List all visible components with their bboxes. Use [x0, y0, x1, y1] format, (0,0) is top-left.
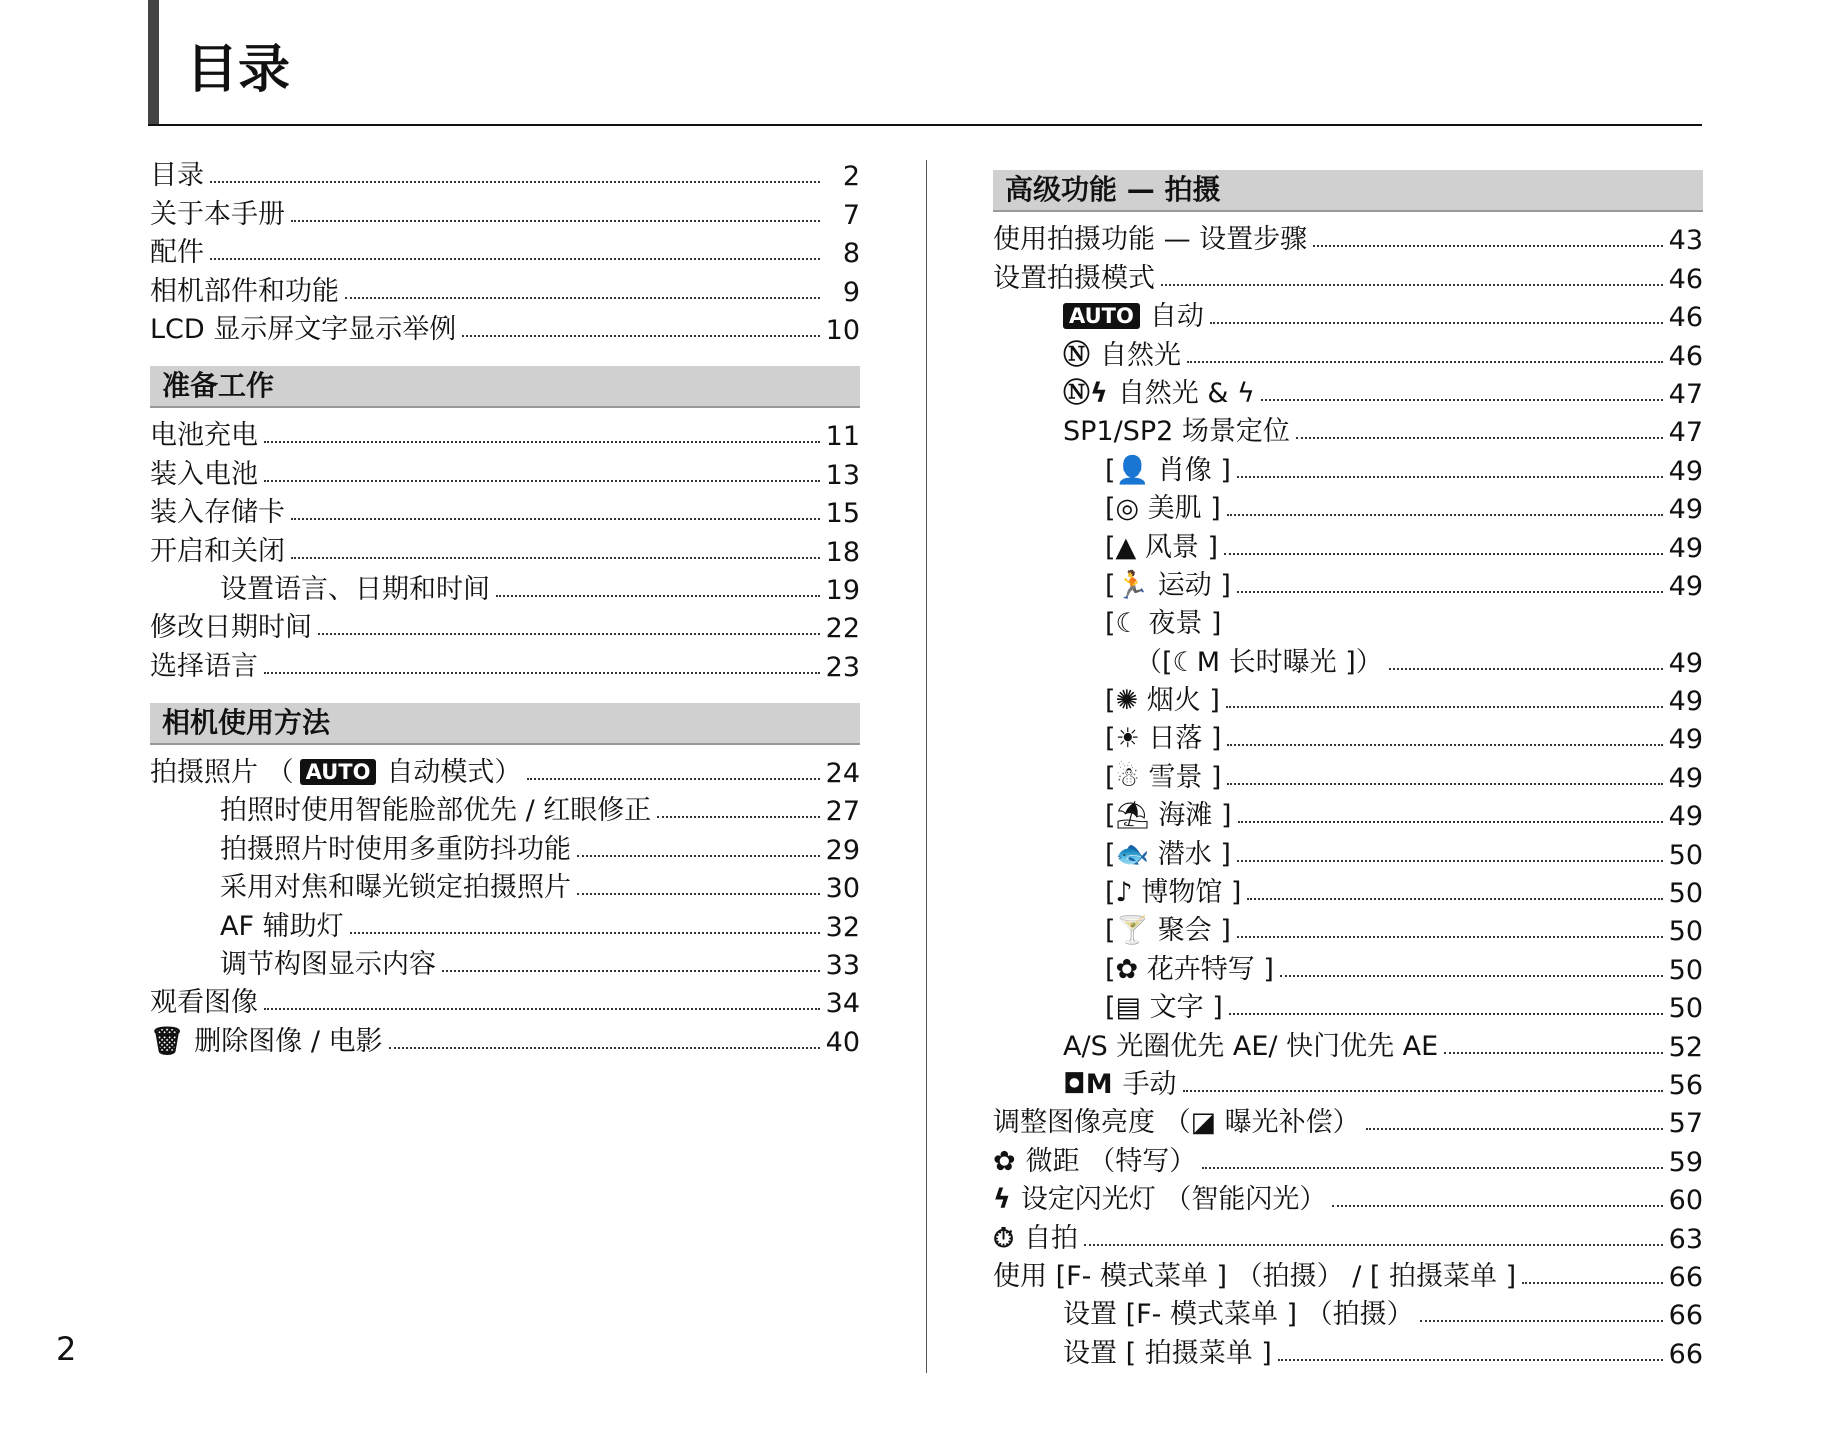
leader-dots	[1227, 744, 1662, 746]
toc-entry-text: [🍸 聚会 ]	[1105, 915, 1231, 947]
leader-dots	[264, 441, 820, 443]
toc-entry[interactable]	[993, 1024, 1703, 1062]
toc-entry-text: 使用 [F- 模式菜单 ] （拍摄） / [ 拍摄菜单 ]	[993, 1260, 1517, 1292]
toc-page-number: 49	[1668, 494, 1703, 526]
toc-entry[interactable]	[993, 986, 1703, 1024]
toc-entry[interactable]	[993, 640, 1703, 678]
toc-entry[interactable]	[993, 1178, 1703, 1216]
leader-dots	[1278, 1359, 1663, 1361]
toc-entry[interactable]	[150, 452, 860, 490]
leader-dots	[1084, 1244, 1663, 1246]
leader-dots	[1227, 783, 1662, 785]
toc-page-number: 60	[1668, 1185, 1703, 1217]
left-column	[150, 154, 860, 1058]
leader-dots	[291, 557, 820, 559]
toc-page-number: 49	[1668, 801, 1703, 833]
toc-entry-text: 使用拍摄功能 — 设置步骤	[993, 224, 1308, 256]
toc-entry-text: 装入电池	[150, 458, 258, 490]
toc-entry-text: 拍照时使用智能脸部优先 / 红眼修正	[220, 795, 652, 827]
leader-dots	[1389, 668, 1663, 670]
leader-dots	[657, 816, 819, 818]
toc-page-number: 22	[825, 613, 860, 645]
leader-dots	[1261, 399, 1663, 401]
toc-entry[interactable]	[150, 751, 860, 789]
toc-entry-text: AF 辅助灯	[220, 910, 344, 942]
toc-entry[interactable]	[993, 218, 1703, 256]
toc-entry-text: 设置 [ 拍摄菜单 ]	[1063, 1337, 1272, 1369]
toc-page-number: 50	[1668, 954, 1703, 986]
toc-entry-text: ⏱ 自拍	[993, 1222, 1079, 1254]
leader-dots	[1237, 591, 1663, 593]
toc-page-number: 24	[825, 758, 860, 790]
toc-entry[interactable]	[150, 789, 860, 827]
toc-entry-text: 观看图像	[150, 987, 258, 1019]
toc-entry[interactable]	[993, 410, 1703, 448]
leader-dots	[1247, 898, 1662, 900]
toc-entry[interactable]	[993, 679, 1703, 717]
toc-entry-text: 拍摄照片时使用多重防抖功能	[220, 833, 571, 865]
section-title: 高级功能 — 拍摄	[993, 170, 1703, 212]
mode-icon: ϟ	[993, 1184, 1011, 1216]
mode-icon: ⏱	[993, 1222, 1015, 1254]
title-rule	[148, 124, 1702, 126]
mode-icon: ✿	[993, 1145, 1016, 1177]
section-title: 准备工作	[150, 366, 860, 408]
toc-page-number: 50	[1668, 878, 1703, 910]
leader-dots	[350, 932, 820, 934]
leader-dots	[1296, 437, 1663, 439]
leader-dots	[1210, 322, 1663, 324]
toc-entry[interactable]	[150, 904, 860, 942]
toc-entry[interactable]	[993, 448, 1703, 486]
column-divider	[926, 160, 927, 1373]
right-column	[993, 170, 1703, 1370]
toc-page-number: 50	[1668, 839, 1703, 871]
toc-page-number: 13	[825, 459, 860, 491]
toc-entry[interactable]	[993, 717, 1703, 755]
toc-entry[interactable]	[993, 1139, 1703, 1177]
leader-dots	[210, 181, 820, 183]
leader-dots	[577, 855, 820, 857]
toc-entry[interactable]	[993, 1216, 1703, 1254]
toc-page-number: 47	[1668, 378, 1703, 410]
toc-entry[interactable]	[150, 231, 860, 269]
toc-page-number: 40	[825, 1026, 860, 1058]
toc-page-number: 11	[825, 421, 860, 453]
auto-badge: AUTO	[300, 759, 377, 785]
toc-entry-text: 设置语言、日期和时间	[220, 573, 490, 605]
toc-entry-text: 配件	[150, 237, 204, 269]
toc-entry-text: [🏃 运动 ]	[1105, 569, 1231, 601]
toc-page-number: 66	[1668, 1261, 1703, 1293]
toc-entry-text: [✿ 花卉特写 ]	[1105, 953, 1274, 985]
leader-dots	[291, 518, 820, 520]
toc-entry-text: 调整图像亮度 （◪ 曝光补偿）	[993, 1107, 1360, 1139]
toc-entry-text: 调节构图显示内容	[220, 949, 436, 981]
toc-entry-text: [☀ 日落 ]	[1105, 723, 1222, 755]
toc-entry[interactable]	[150, 1019, 860, 1057]
toc-page-number: 49	[1668, 455, 1703, 487]
leader-dots	[577, 893, 820, 895]
mode-icon: 🗑	[150, 1025, 185, 1057]
leader-dots	[1237, 936, 1663, 938]
leader-dots	[1280, 975, 1663, 977]
toc-entry[interactable]	[150, 308, 860, 346]
toc-entry-text: AUTO 自动	[1063, 294, 1204, 333]
toc-entry[interactable]	[993, 564, 1703, 602]
toc-entry-text: [☾ 夜景 ]	[1105, 608, 1222, 640]
toc-entry-text: SP1/SP2 场景定位	[1063, 416, 1290, 448]
toc-entry-text: [🐟 潜水 ]	[1105, 838, 1231, 870]
toc-entry[interactable]	[150, 568, 860, 606]
toc-entry[interactable]	[993, 832, 1703, 870]
leader-dots	[1237, 860, 1663, 862]
toc-entry-text: 选择语言	[150, 650, 258, 682]
leader-dots	[1229, 1013, 1663, 1015]
toc-page-number: 19	[825, 574, 860, 606]
leader-dots	[1202, 1167, 1662, 1169]
leader-dots	[1444, 1052, 1662, 1054]
leader-dots	[1238, 821, 1663, 823]
mode-icon: Ⓝ	[1063, 339, 1090, 371]
toc-entry[interactable]	[993, 333, 1703, 371]
leader-dots	[264, 1008, 820, 1010]
toc-entry[interactable]	[150, 866, 860, 904]
toc-page-number: 49	[1668, 532, 1703, 564]
toc-page-number: 46	[1668, 302, 1703, 334]
toc-entry[interactable]	[993, 1293, 1703, 1331]
title-accent-bar	[148, 0, 159, 126]
toc-entry[interactable]	[993, 1255, 1703, 1293]
toc-entry[interactable]	[993, 871, 1703, 909]
leader-dots	[1366, 1128, 1663, 1130]
toc-page-number: 7	[842, 199, 860, 231]
toc-page-number: 56	[1668, 1069, 1703, 1101]
toc-entry[interactable]	[150, 606, 860, 644]
mode-icon: Ⓝϟ	[1063, 377, 1108, 409]
toc-page-number: 50	[1668, 993, 1703, 1025]
auto-badge: AUTO	[1063, 303, 1140, 329]
toc-page-number: 27	[825, 796, 860, 828]
toc-entry[interactable]	[993, 295, 1703, 333]
page-title: 目录	[186, 40, 291, 100]
toc-entry[interactable]	[150, 491, 860, 529]
toc-page-number: 18	[825, 536, 860, 568]
leader-dots	[1227, 514, 1663, 516]
toc-entry-text: ✿ 微距 （特写）	[993, 1145, 1197, 1177]
toc-entry[interactable]	[150, 644, 860, 682]
toc-page-number: 59	[1668, 1146, 1703, 1178]
leader-dots	[496, 595, 820, 597]
toc-entry[interactable]	[993, 909, 1703, 947]
toc-entry[interactable]	[150, 192, 860, 230]
toc-entry[interactable]	[993, 794, 1703, 832]
leader-dots	[1237, 476, 1663, 478]
toc-page-number: 47	[1668, 417, 1703, 449]
leader-dots	[318, 633, 820, 635]
toc-page-number: 2	[842, 161, 860, 193]
section-title: 相机使用方法	[150, 703, 860, 745]
toc-page-number: 34	[825, 988, 860, 1020]
leader-dots	[1313, 245, 1662, 247]
toc-entry-text: LCD 显示屏文字显示举例	[150, 313, 457, 345]
leader-dots	[389, 1047, 820, 1049]
toc-page-number: 66	[1668, 1338, 1703, 1370]
toc-entry-text: 电池充电	[150, 420, 258, 452]
toc-entry[interactable]	[993, 755, 1703, 793]
toc-page-number: 10	[825, 314, 860, 346]
leader-dots	[291, 220, 820, 222]
leader-dots	[1226, 706, 1663, 708]
leader-dots	[1183, 1090, 1663, 1092]
toc-page-number: 30	[825, 873, 860, 905]
toc-entry-text: [▲ 风景 ]	[1105, 531, 1218, 563]
toc-page-number: 46	[1668, 263, 1703, 295]
leader-dots	[210, 258, 820, 260]
toc-page-number: 50	[1668, 916, 1703, 948]
leader-dots	[1161, 284, 1663, 286]
toc-entry-text: [⛱ 海滩 ]	[1105, 800, 1232, 832]
leader-dots	[345, 297, 820, 299]
mode-icon: ◘M	[1063, 1068, 1113, 1100]
toc-entry[interactable]	[150, 943, 860, 981]
leader-dots	[442, 970, 820, 972]
toc-entry[interactable]	[993, 1063, 1703, 1101]
toc-entry-text: 修改日期时间	[150, 612, 312, 644]
toc-page-number: 33	[825, 950, 860, 982]
toc-page-number: 49	[1668, 647, 1703, 679]
toc-page-number: 32	[825, 911, 860, 943]
toc-entry-text: ◘M 手动	[1063, 1068, 1177, 1100]
leader-dots	[264, 672, 820, 674]
toc-entry-text: [◎ 美肌 ]	[1105, 493, 1221, 525]
toc-entry-text: [✺ 烟火 ]	[1105, 685, 1220, 717]
toc-entry[interactable]	[150, 981, 860, 1019]
toc-entry-text: A/S 光圈优先 AE/ 快门优先 AE	[1063, 1030, 1439, 1062]
toc-entry-text: 🗑 删除图像 / 电影	[150, 1025, 383, 1057]
toc-entry-text: 开启和关闭	[150, 535, 285, 567]
toc-page-number: 23	[825, 651, 860, 683]
toc-page-number: 57	[1668, 1108, 1703, 1140]
leader-dots	[1332, 1205, 1662, 1207]
toc-entry-text: 相机部件和功能	[150, 275, 339, 307]
toc-page-number: 52	[1668, 1031, 1703, 1063]
toc-entry[interactable]	[993, 372, 1703, 410]
toc-page-number: 8	[842, 238, 860, 270]
leader-dots	[1187, 361, 1663, 363]
toc-page-number: 66	[1668, 1300, 1703, 1332]
toc-page-number: 9	[842, 276, 860, 308]
toc-page-number: 43	[1668, 225, 1703, 257]
toc-page-number: 49	[1668, 724, 1703, 756]
toc-entry-text: 目录	[150, 160, 204, 192]
toc-entry-text: Ⓝϟ 自然光 & ϟ	[1063, 371, 1255, 410]
toc-entry-text: 采用对焦和曝光锁定拍摄照片	[220, 872, 571, 904]
toc-entry-text: [▤ 文字 ]	[1105, 992, 1223, 1024]
toc-entry-text: [👤 肖像 ]	[1105, 454, 1231, 486]
toc-entry[interactable]	[993, 1331, 1703, 1369]
toc-page-number: 63	[1668, 1223, 1703, 1255]
toc-entry-text: 设置 [F- 模式菜单 ] （拍摄）	[1063, 1299, 1414, 1331]
toc-page-number: 49	[1668, 686, 1703, 718]
toc-entry[interactable]	[993, 525, 1703, 563]
toc-entry[interactable]	[993, 256, 1703, 294]
toc-entry-text: 装入存储卡	[150, 497, 285, 529]
toc-entry[interactable]	[993, 1101, 1703, 1139]
toc-entry-text: [☃ 雪景 ]	[1105, 761, 1222, 793]
leader-dots	[264, 480, 820, 482]
toc-entry[interactable]	[993, 602, 1703, 640]
toc-entry-text: 拍摄照片 （ AUTO 自动模式）	[150, 757, 522, 789]
toc-entry-text: 设置拍摄模式	[993, 262, 1155, 294]
leader-dots	[527, 778, 819, 780]
toc-entry[interactable]	[150, 269, 860, 307]
leader-dots	[1522, 1282, 1662, 1284]
toc-entry[interactable]	[150, 827, 860, 865]
page-number: 2	[56, 1330, 77, 1368]
toc-entry[interactable]	[993, 487, 1703, 525]
toc-entry-text: （[☾M 长时曝光 ]）	[1135, 646, 1383, 678]
toc-page-number: 29	[825, 834, 860, 866]
toc-entry-text: 关于本手册	[150, 198, 285, 230]
toc-page-number: 15	[825, 498, 860, 530]
toc-page-number: 49	[1668, 762, 1703, 794]
toc-entry[interactable]	[150, 414, 860, 452]
toc-entry[interactable]	[993, 947, 1703, 985]
toc-page-number: 46	[1668, 340, 1703, 372]
leader-dots	[462, 335, 819, 337]
toc-page-number: 49	[1668, 570, 1703, 602]
leader-dots	[1224, 553, 1663, 555]
toc-entry-text: Ⓝ 自然光	[1063, 333, 1181, 372]
toc-entry[interactable]	[150, 529, 860, 567]
leader-dots	[1420, 1320, 1663, 1322]
toc-entry-text: [♪ 博物馆 ]	[1105, 877, 1242, 909]
toc-entry-text: ϟ 设定闪光灯 （智能闪光）	[993, 1184, 1327, 1216]
toc-entry[interactable]	[150, 154, 860, 192]
